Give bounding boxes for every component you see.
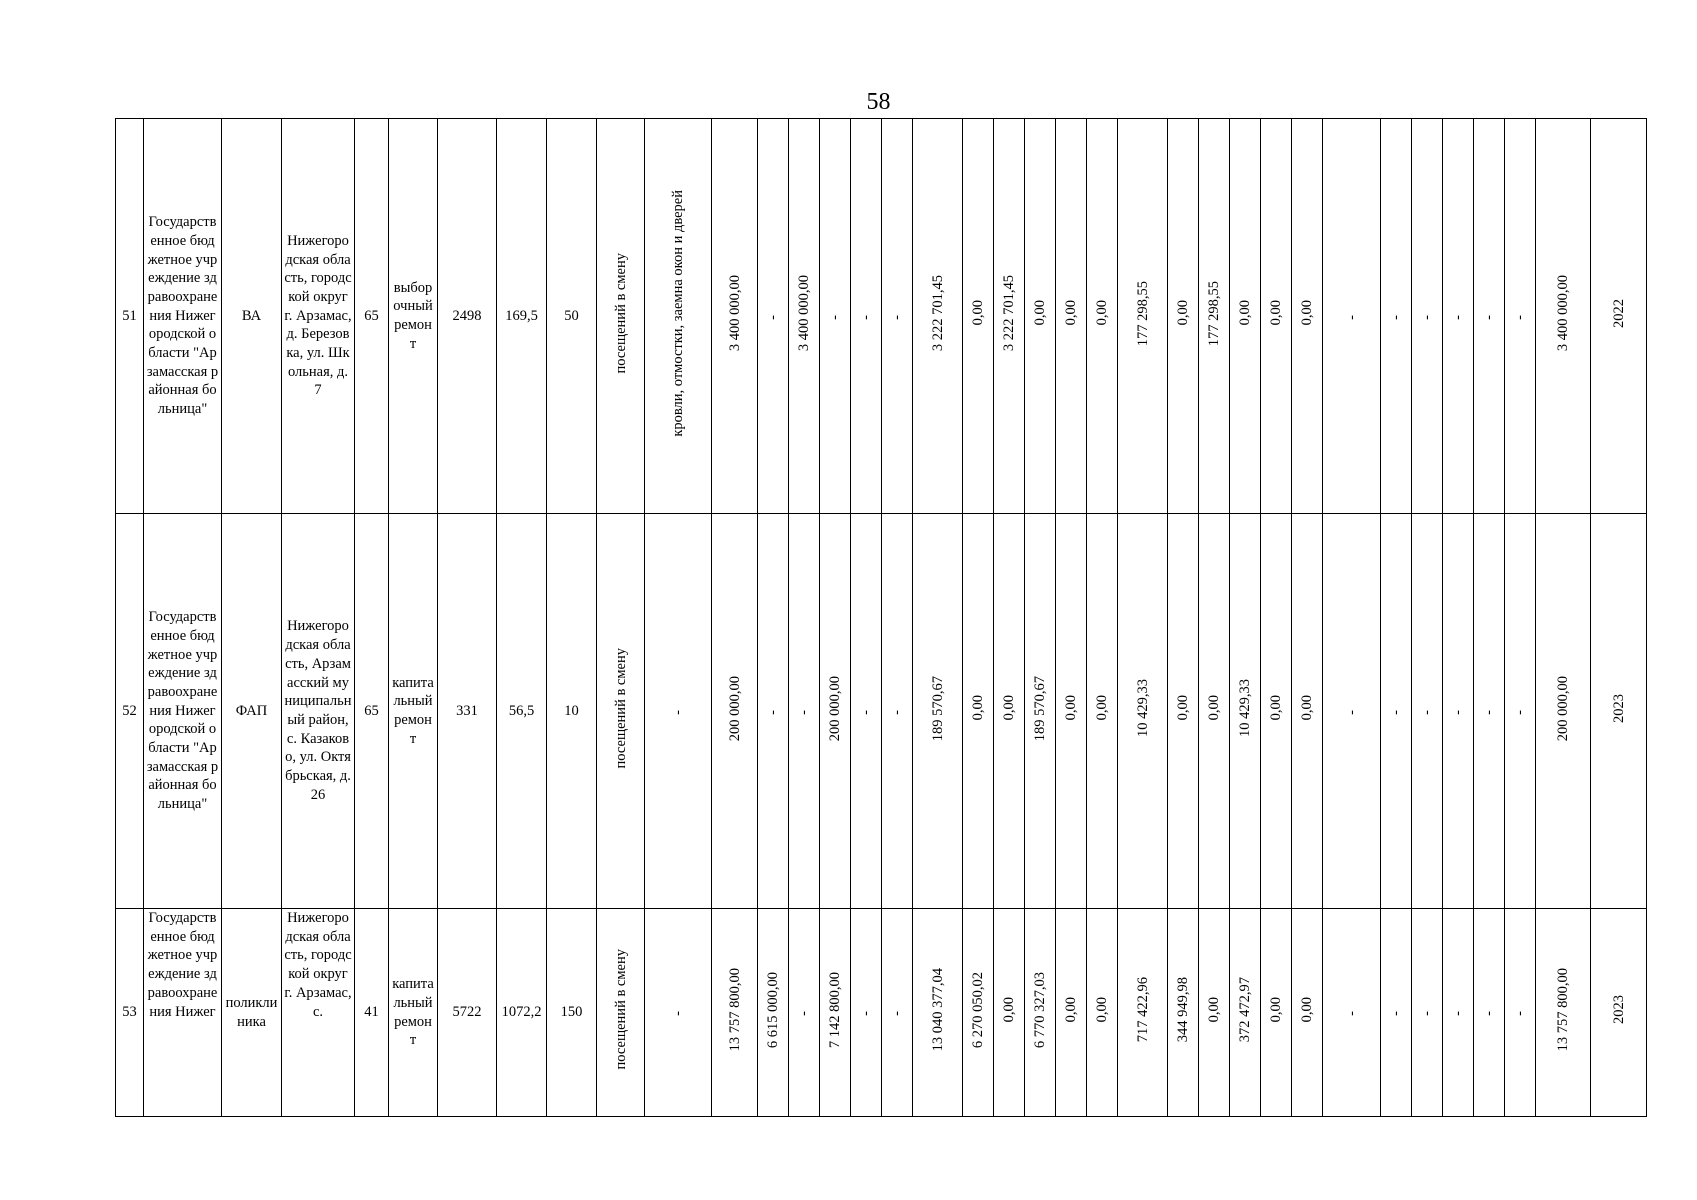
other-5-text: - [1481, 1011, 1497, 1017]
row-number-cell: 52 [116, 514, 144, 909]
regional-2025-cell [1292, 909, 1323, 1117]
other-6-text: - [1512, 1011, 1528, 1017]
regional-total-text: 177 298,55 [1134, 280, 1151, 346]
cost-2021-text: - [765, 314, 781, 320]
federal-2023-text: 0,00 [1032, 300, 1048, 326]
regional-2023-cell [1230, 909, 1261, 1117]
regional-2021-text: 344 949,98 [1175, 977, 1191, 1043]
regional-2022-cell [1199, 514, 1230, 909]
federal-2023-cell [1025, 514, 1056, 909]
regional-2022-cell [1199, 119, 1230, 514]
total-cost-text: 13 757 800,00 [726, 967, 743, 1052]
cost-2021-cell [758, 514, 789, 909]
capacity-unit-cell [597, 514, 645, 909]
year-cell [1591, 909, 1647, 1117]
federal-2021-text: 0,00 [970, 695, 986, 721]
regional-2024-cell [1261, 514, 1292, 909]
regional-2023-cell [1230, 514, 1261, 909]
code-cell: 65 [355, 514, 389, 909]
cost-2021-cell [758, 119, 789, 514]
cost-2022-text: 3 400 000,00 [796, 275, 812, 352]
other-4-text: - [1450, 1011, 1466, 1017]
federal-total-cell [913, 514, 963, 909]
floor-area-cell: 1072,2 [497, 909, 547, 1117]
cost-2025-cell [882, 514, 913, 909]
work-description-text: - [670, 1011, 686, 1017]
capacity-unit-text: посещений в смену [612, 647, 629, 769]
work-type-cell: выборочный ремонт [389, 119, 438, 514]
cost-2023-cell [820, 909, 851, 1117]
regional-2024-text: 0,00 [1268, 300, 1284, 326]
regional-2025-text: 0,00 [1299, 996, 1315, 1023]
cost-2021-text: - [765, 709, 781, 715]
regional-2025-text: 0,00 [1299, 695, 1315, 721]
cost-2021-cell [758, 909, 789, 1117]
other-1-text: - [1343, 1011, 1360, 1017]
federal-2024-cell [1056, 514, 1087, 909]
federal-2021-cell [963, 909, 994, 1117]
regional-2022-text: 0,00 [1206, 695, 1222, 721]
regional-2022-cell [1199, 909, 1230, 1117]
facility-type-cell: ВА [222, 119, 282, 514]
federal-2022-cell [994, 119, 1025, 514]
work-description-cell [645, 909, 712, 1117]
cost-2025-text: - [889, 1011, 905, 1017]
cost-2024-cell [851, 119, 882, 514]
federal-2022-cell [994, 909, 1025, 1117]
cost-2023-text: 7 142 800,00 [827, 971, 843, 1048]
federal-total-text: 13 040 377,04 [929, 967, 946, 1052]
table-row [116, 514, 1647, 909]
row-number-cell: 51 [116, 119, 144, 514]
work-type-cell: капитальный ремонт [389, 514, 438, 909]
year-cell [1591, 514, 1647, 909]
cost-2022-text: - [796, 1011, 812, 1017]
total-cost-text: 200 000,00 [726, 675, 743, 741]
other-5-cell [1474, 119, 1505, 514]
capacity-cell: 10 [547, 514, 597, 909]
cost-2021-text: 6 615 000,00 [765, 971, 781, 1048]
federal-2025-cell [1087, 909, 1118, 1117]
other-4-cell [1443, 909, 1474, 1117]
federal-2021-text: 0,00 [970, 300, 986, 326]
work-description-cell [645, 119, 712, 514]
area-cell: 331 [438, 514, 497, 909]
capacity-unit-text: посещений в смену [612, 949, 629, 1070]
cost-2023-text: 200 000,00 [827, 675, 843, 741]
program-table [115, 118, 1647, 1117]
capacity-cell: 50 [547, 119, 597, 514]
summary-cost-text: 3 400 000,00 [1555, 275, 1571, 352]
summary-cost-cell [1536, 514, 1591, 909]
cost-2022-text: - [796, 709, 812, 715]
cost-2025-text: - [889, 314, 905, 320]
other-4-text: - [1450, 314, 1466, 320]
federal-2023-cell [1025, 909, 1056, 1117]
federal-2023-cell [1025, 119, 1056, 514]
work-type-cell: капитальный ремонт [389, 909, 438, 1117]
other-1-cell [1323, 514, 1381, 909]
other-1-text: - [1343, 314, 1360, 320]
other-1-text: - [1343, 709, 1360, 715]
federal-2022-text: 3 222 701,45 [1001, 275, 1017, 352]
other-4-cell [1443, 514, 1474, 909]
other-4-cell [1443, 119, 1474, 514]
federal-2021-cell [963, 514, 994, 909]
other-2-cell [1381, 514, 1412, 909]
regional-total-cell [1118, 909, 1168, 1117]
other-3-cell [1412, 909, 1443, 1117]
other-6-cell [1505, 514, 1536, 909]
other-3-text: - [1419, 1011, 1435, 1017]
other-3-text: - [1419, 709, 1435, 715]
facility-type-cell: поликлиника [222, 909, 282, 1117]
other-1-cell [1323, 119, 1381, 514]
regional-2024-text: 0,00 [1268, 695, 1284, 721]
regional-total-cell [1118, 119, 1168, 514]
summary-cost-cell [1536, 119, 1591, 514]
organization-cell: Государственное бюджетное учреждение здравоохранения Нижег [144, 909, 222, 1117]
other-6-text: - [1512, 314, 1528, 320]
federal-2025-text: 0,00 [1094, 996, 1110, 1023]
regional-2025-cell [1292, 119, 1323, 514]
address-cell: Нижегородская область, Арзамасский муниципальный район, с. Казаково, ул. Октябрьская, д. 26 [282, 514, 355, 909]
other-6-cell [1505, 119, 1536, 514]
regional-2021-text: 0,00 [1175, 695, 1191, 721]
area-cell: 2498 [438, 119, 497, 514]
capacity-unit-cell [597, 119, 645, 514]
other-2-text: - [1388, 1011, 1404, 1017]
regional-2021-text: 0,00 [1175, 300, 1191, 326]
federal-2023-text: 6 770 327,03 [1032, 971, 1048, 1048]
other-2-cell [1381, 119, 1412, 514]
total-cost-cell [712, 119, 758, 514]
floor-area-cell: 169,5 [497, 119, 547, 514]
cost-2023-cell [820, 119, 851, 514]
regional-2025-cell [1292, 514, 1323, 909]
code-cell: 41 [355, 909, 389, 1117]
year-cell [1591, 119, 1647, 514]
cost-2022-cell [789, 514, 820, 909]
federal-2024-cell [1056, 119, 1087, 514]
total-cost-text: 3 400 000,00 [726, 275, 743, 352]
other-3-cell [1412, 119, 1443, 514]
federal-2023-text: 189 570,67 [1032, 675, 1048, 741]
cost-2024-text: - [858, 709, 874, 715]
regional-2024-cell [1261, 119, 1292, 514]
federal-2022-cell [994, 514, 1025, 909]
other-5-text: - [1481, 709, 1497, 715]
cost-2024-text: - [858, 314, 874, 320]
cost-2024-cell [851, 909, 882, 1117]
federal-2025-cell [1087, 514, 1118, 909]
regional-2023-cell [1230, 119, 1261, 514]
year-text: 2022 [1610, 298, 1627, 328]
federal-2024-text: 0,00 [1063, 996, 1079, 1023]
work-description-text: кровли, отмостки, заемна окон и дверей [670, 189, 686, 437]
capacity-unit-text: посещений в смену [612, 252, 629, 374]
other-2-text: - [1388, 314, 1404, 320]
federal-2025-text: 0,00 [1094, 695, 1110, 721]
summary-cost-text: 13 757 800,00 [1555, 967, 1571, 1052]
work-description-text: - [670, 709, 686, 715]
regional-2025-text: 0,00 [1299, 300, 1315, 326]
regional-total-text: 10 429,33 [1134, 679, 1151, 738]
cost-2024-text: - [858, 1011, 874, 1017]
work-description-cell [645, 514, 712, 909]
regional-2023-text: 372 472,97 [1237, 977, 1253, 1043]
code-cell: 65 [355, 119, 389, 514]
other-5-cell [1474, 909, 1505, 1117]
other-3-text: - [1419, 314, 1435, 320]
federal-2021-cell [963, 119, 994, 514]
federal-2021-text: 6 270 050,02 [970, 971, 986, 1048]
cost-2023-cell [820, 514, 851, 909]
organization-cell: Государственное бюджетное учреждение здравоохранения Нижегородской области "Арзамасская районная больница" [144, 514, 222, 909]
federal-2024-cell [1056, 909, 1087, 1117]
regional-2022-text: 177 298,55 [1206, 280, 1222, 346]
area-cell: 5722 [438, 909, 497, 1117]
floor-area-cell: 56,5 [497, 514, 547, 909]
regional-2021-cell [1168, 119, 1199, 514]
regional-2023-text: 0,00 [1237, 300, 1253, 326]
capacity-cell: 150 [547, 909, 597, 1117]
federal-2025-text: 0,00 [1094, 300, 1110, 326]
regional-total-cell [1118, 514, 1168, 909]
summary-cost-text: 200 000,00 [1555, 675, 1571, 741]
other-4-text: - [1450, 709, 1466, 715]
total-cost-cell [712, 514, 758, 909]
other-6-text: - [1512, 709, 1528, 715]
regional-2022-text: 0,00 [1206, 996, 1222, 1023]
federal-2022-text: 0,00 [1001, 695, 1017, 721]
federal-total-text: 3 222 701,45 [929, 275, 946, 352]
row-number-cell: 53 [116, 909, 144, 1117]
table-row [116, 119, 1647, 514]
other-1-cell [1323, 909, 1381, 1117]
federal-total-cell [913, 909, 963, 1117]
federal-total-cell [913, 119, 963, 514]
other-5-text: - [1481, 314, 1497, 320]
regional-2024-cell [1261, 909, 1292, 1117]
federal-2025-cell [1087, 119, 1118, 514]
address-cell: Нижегородская область, городской округ г. Арзамас, д. Березовка, ул. Школьная, д. 7 [282, 119, 355, 514]
other-2-text: - [1388, 709, 1404, 715]
regional-2024-text: 0,00 [1268, 996, 1284, 1023]
table-row [116, 909, 1647, 1117]
regional-2021-cell [1168, 909, 1199, 1117]
organization-cell: Государственное бюджетное учреждение здравоохранения Нижегородской области "Арзамасская районная больница" [144, 119, 222, 514]
total-cost-cell [712, 909, 758, 1117]
cost-2022-cell [789, 119, 820, 514]
federal-2024-text: 0,00 [1063, 695, 1079, 721]
federal-2022-text: 0,00 [1001, 996, 1017, 1023]
year-text: 2023 [1610, 995, 1627, 1025]
cost-2025-text: - [889, 709, 905, 715]
cost-2024-cell [851, 514, 882, 909]
cost-2022-cell [789, 909, 820, 1117]
regional-total-text: 717 422,96 [1134, 977, 1151, 1043]
other-2-cell [1381, 909, 1412, 1117]
cost-2025-cell [882, 119, 913, 514]
other-6-cell [1505, 909, 1536, 1117]
capacity-unit-cell [597, 909, 645, 1117]
federal-2024-text: 0,00 [1063, 300, 1079, 326]
address-cell: Нижегородская область, городской округ г. Арзамас, с. [282, 909, 355, 1117]
cost-2025-cell [882, 909, 913, 1117]
regional-2021-cell [1168, 514, 1199, 909]
other-5-cell [1474, 514, 1505, 909]
year-text: 2023 [1610, 693, 1627, 723]
page-number: 58 [866, 89, 891, 115]
summary-cost-cell [1536, 909, 1591, 1117]
other-3-cell [1412, 514, 1443, 909]
regional-2023-text: 10 429,33 [1237, 679, 1253, 738]
cost-2023-text: - [827, 314, 843, 320]
facility-type-cell: ФАП [222, 514, 282, 909]
federal-total-text: 189 570,67 [929, 675, 946, 741]
